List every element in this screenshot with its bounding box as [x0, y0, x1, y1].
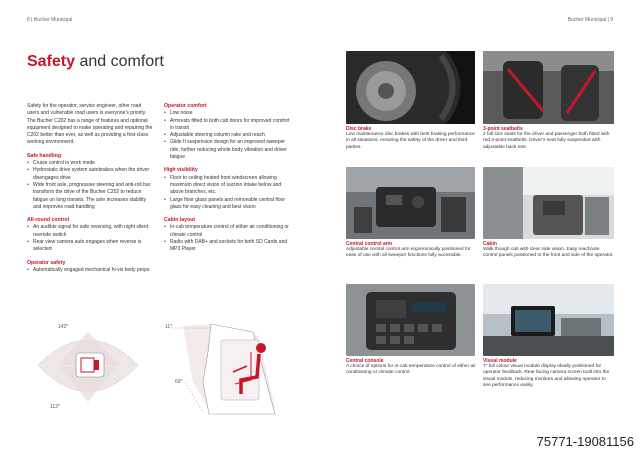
caption-title: 3-point seatbelts: [483, 126, 523, 132]
intro-text: Safety for the operator, service engineer, other road users and vulnerable road users is everyone’s priority. The Bucher C202 has a range of features and optional equipment designed to make operating and repairing the C202 better than ever, as well as providing a first-class working environment.: [27, 103, 153, 146]
listing-id: 75771-19081156: [536, 434, 634, 449]
angle-top-label: 142°: [58, 324, 69, 330]
control-arm-caption: [346, 241, 476, 260]
list-item: • In-cab temperature control of either air conditioning or climate control: [170, 224, 292, 239]
cabin-photo: [483, 167, 614, 239]
list-item: • Automatically engaged mechanical hi-vis body props: [33, 267, 153, 274]
title-rest: and comfort: [75, 53, 164, 70]
caption-title: Disc brake: [346, 126, 372, 132]
page-title: [27, 53, 164, 71]
section-heading: All-round control: [27, 217, 70, 224]
caption-title: Central control arm: [346, 241, 393, 247]
caption-text: 7” full colour visual module display ideally positioned for operator feedback. Rear facing camera screen built into the visual module, reducing monitors and allowing operator to see performance easily.: [483, 364, 610, 388]
section-heading: Operator safety: [27, 259, 66, 266]
list-item: • Rear view camera auto engages when reverse is selected: [33, 239, 153, 254]
disc-brake-photo: [346, 51, 475, 124]
caption-title: Visual module: [483, 358, 517, 364]
seatbelts-photo: [483, 51, 614, 124]
section-heading: Safe handling: [27, 152, 62, 159]
caption-text: A choice of options for in-cab temperature control of either air conditioning or climate control.: [346, 364, 476, 376]
section-operator-comfort: [164, 103, 292, 161]
list-item: • Floor to ceiling heated front windscreen allowing maximum direct vision of suction intake below and above branches, etc.: [170, 175, 292, 197]
list-item: • Adjustable steering column rake and reach: [170, 132, 292, 139]
page-header-left: 8 | Bucher Municipal: [27, 17, 73, 23]
list-item: • An audible signal for safe reversing, with night silent override switch: [33, 224, 153, 239]
list-item: • Wide front axle, progressive steering and anti-roll bar transform the drive of the Bucher C202 to reduce fatigue on long transits. The axle increases stability and improves road handling: [33, 182, 153, 211]
list-item: • Large floor glass panels and removable central floor glass for easy cleaning and best vision: [170, 197, 292, 212]
section-high-visibility: [164, 167, 292, 211]
visual-module-photo: [483, 284, 614, 356]
title-accent: Safety: [27, 53, 76, 70]
top-view-visibility-diagram: [28, 320, 148, 415]
right-column: [164, 103, 292, 260]
section-heading: Cabin layout: [164, 217, 196, 224]
side-view-visibility-diagram: [163, 322, 291, 417]
section-heading: High visibility: [164, 167, 198, 174]
visual-module-caption: [483, 358, 614, 389]
section-all-round-control: [27, 217, 153, 253]
left-column: [27, 103, 153, 280]
list-item: • Radio with DAB+ and sockets for both SD Cards and MP3 Player: [170, 239, 292, 254]
list-item: • Hydrostatic drive system autobrakes when the driver disengages drive: [33, 167, 153, 182]
list-item: • Glide II suspension design for an improved sweeper ride, further reducing whole body vibration and driver fatigue: [170, 139, 292, 161]
caption-text: Low maintenance disc brakes with best braking performance in all situations, ensuring the safety of the driver and third parties.: [346, 132, 475, 150]
page-header-right: Bucher Municipal | 9: [567, 17, 613, 23]
list-item: • Low noise: [170, 110, 292, 117]
list-item: • Cruise control in work mode: [33, 160, 153, 167]
caption-text: 2 full size seats for the driver and passenger both fitted with red 3-point seatbelts. Driver’s seat fully suspended with adjustable back rest.: [483, 132, 610, 150]
angle-top-label: 11°: [165, 324, 173, 330]
section-cabin-layout: [164, 217, 292, 253]
section-heading: Operator comfort: [164, 103, 207, 109]
angle-side-label: 69°: [175, 379, 183, 385]
section-safe-handling: [27, 153, 153, 211]
angle-bottom-label: 112°: [50, 404, 60, 410]
section-operator-safety: [27, 260, 153, 275]
console-caption: [346, 358, 476, 377]
list-item: • Armrests fitted to both cab doors for improved comfort in transit: [170, 118, 292, 133]
cabin-caption: [483, 241, 614, 260]
seatbelts-caption: [483, 126, 614, 151]
disc-brake-caption: [346, 126, 476, 151]
caption-text: Walk though cab with clear side vision. Easy reach/use control panels positioned to the front and side of the operator.: [483, 247, 614, 259]
caption-text: Adjustable central control arm ergonomically positioned for ease of use with all sweeper functions fully accessible.: [346, 247, 471, 259]
caption-title: Cabin: [483, 241, 497, 247]
console-photo: [346, 284, 475, 356]
caption-title: Central console: [346, 358, 384, 364]
control-arm-photo: [346, 167, 475, 239]
